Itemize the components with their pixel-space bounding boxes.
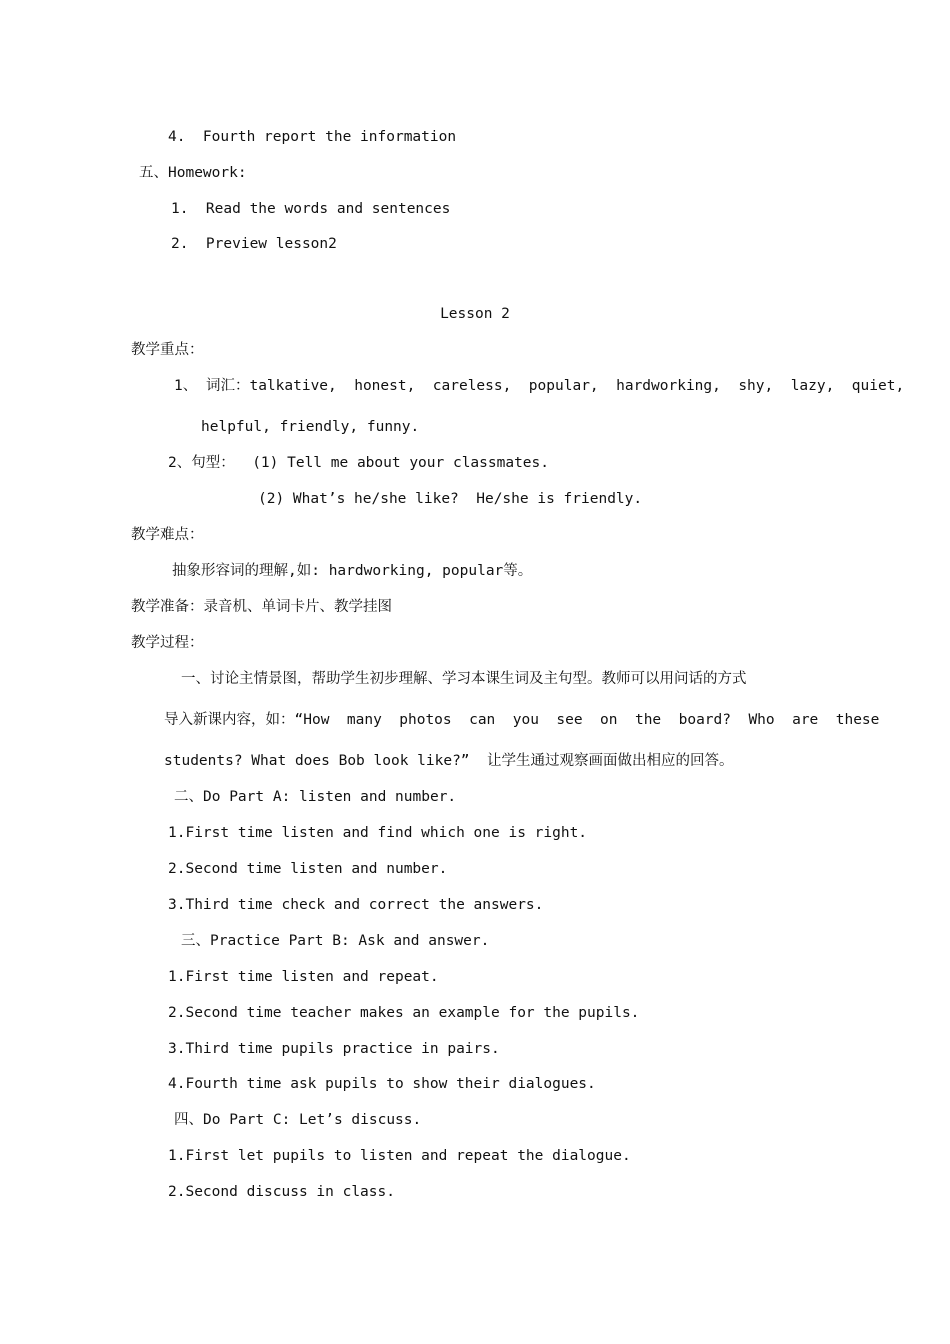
step-1-line-1: 一、讨论主情景图，帮助学生初步理解、学习本课生词及主句型。教师可以用问话的方式 (181, 671, 747, 687)
part-a-item-2: 2.Second time listen and number. (168, 861, 448, 877)
sentence-pattern-2: (2) What’s he/she like? He/she is friendly. (258, 491, 643, 507)
part-b-item-3: 3.Third time pupils practice in pairs. (168, 1041, 500, 1057)
preparation-line: 教学准备：录音机、单词卡片、教学挂图 (131, 599, 392, 615)
process-heading: 教学过程： (131, 635, 204, 651)
vocabulary-line-1: 1、 词汇：talkative, honest, careless, popular, hardworking, shy, lazy, quiet, (174, 378, 905, 394)
part-a-item-1: 1.First time listen and find which one is right. (168, 825, 588, 841)
part-a-heading: 二、Do Part A: listen and number. (174, 789, 457, 805)
lesson-title: Lesson 2 (440, 306, 510, 322)
homework-heading: 五、Homework: (139, 165, 247, 181)
lesson1-step-4: 4. Fourth report the information (168, 129, 457, 145)
homework-item-2: 2. Preview lesson2 (171, 236, 337, 252)
step-1-line-2: 导入新课内容，如：“How many photos can you see on the board? Who are these (164, 712, 880, 728)
sentence-pattern-1: 2、句型： (1) Tell me about your classmates. (168, 455, 549, 471)
part-c-item-1: 1.First let pupils to listen and repeat the dialogue. (168, 1148, 631, 1164)
part-b-item-1: 1.First time listen and repeat. (168, 969, 439, 985)
part-c-item-2: 2.Second discuss in class. (168, 1184, 395, 1200)
difficulties-heading: 教学难点： (131, 527, 204, 543)
part-c-heading: 四、Do Part C: Let’s discuss. (174, 1112, 422, 1128)
vocabulary-line-2: helpful, friendly, funny. (201, 419, 420, 435)
part-a-item-3: 3.Third time check and correct the answers. (168, 897, 544, 913)
key-points-heading: 教学重点： (131, 342, 204, 358)
difficulties-text: 抽象形容词的理解,如: hardworking, popular等。 (172, 563, 533, 579)
part-b-item-4: 4.Fourth time ask pupils to show their dialogues. (168, 1076, 596, 1092)
part-b-heading: 三、Practice Part B: Ask and answer. (181, 933, 490, 949)
homework-item-1: 1. Read the words and sentences (171, 201, 451, 217)
part-b-item-2: 2.Second time teacher makes an example for the pupils. (168, 1005, 640, 1021)
step-1-line-3: students? What does Bob look like?” 让学生通过观察画面做出相应的回答。 (164, 753, 734, 769)
